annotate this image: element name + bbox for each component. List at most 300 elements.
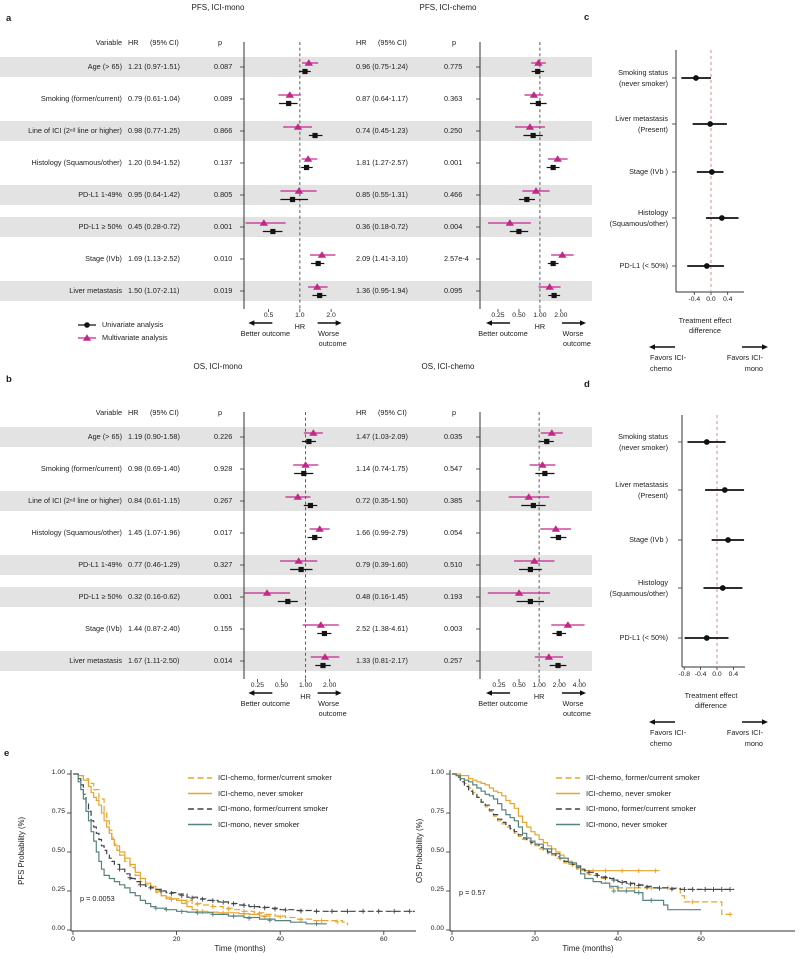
censor-tick [262, 905, 267, 910]
univariate-marker [316, 261, 321, 266]
x-axis-label: HR [534, 322, 546, 331]
censor-tick [703, 887, 708, 892]
row-variable: PD-L1 1-49% [78, 560, 122, 569]
row-p-value: 2.57e-4 [444, 254, 469, 263]
censor-tick [200, 897, 205, 902]
univariate-marker [308, 503, 313, 508]
y-axis-tick-label: 0.00 [430, 925, 444, 932]
favors-left-label: chemo [650, 739, 672, 748]
y-axis-tick-label: 0.25 [51, 886, 65, 893]
univariate-marker [301, 471, 306, 476]
censor-tick [632, 885, 637, 890]
row-variable: Liver metastasis [615, 113, 668, 123]
censor-tick [247, 916, 252, 921]
row-variable: Stage (IVb) [85, 624, 122, 633]
y-axis-tick-label: 0.00 [51, 925, 65, 932]
univariate-marker [322, 631, 327, 636]
km-legend-label: ICI-mono, never smoker [586, 819, 668, 829]
diff-point-marker [704, 263, 710, 269]
row-variable: Histology (Squamous/other) [31, 158, 122, 167]
row-p-value: 0.267 [214, 496, 233, 505]
censor-tick [252, 904, 257, 909]
worse-outcome-label: Worse [562, 699, 584, 708]
row-variable: PD-L1 1-49% [78, 190, 122, 199]
univariate-marker [270, 229, 275, 234]
column-header-p: p [452, 38, 457, 47]
column-header-hr: HR [356, 38, 367, 47]
censor-tick [728, 887, 733, 892]
x-axis-label: Time (months) [562, 944, 614, 953]
row-hr-ci: 1.20 (0.94-1.52) [128, 158, 180, 167]
row-hr-ci: 0.87 (0.64-1.17) [356, 94, 408, 103]
column-header-hr: HR [128, 38, 139, 47]
row-variable: Smoking status [618, 431, 668, 441]
better-outcome-label: Better outcome [240, 329, 291, 338]
row-hr-ci: 1.19 (0.90-1.58) [128, 432, 180, 441]
row-p-value: 0.035 [444, 432, 463, 441]
univariate-marker [524, 197, 529, 202]
row-variable: (never smoker) [618, 442, 668, 452]
censor-tick [231, 901, 236, 906]
row-variable: Histology (Squamous/other) [31, 528, 122, 537]
favors-left-label: Favors ICI- [650, 728, 687, 737]
x-axis-tick-label: 0.4 [728, 671, 739, 678]
univariate-marker [302, 69, 307, 74]
legend-univariate-label: Univariate analysis [102, 320, 164, 329]
censor-tick [636, 868, 641, 873]
x-axis-tick-label: 0 [450, 936, 454, 943]
censor-tick [376, 909, 381, 914]
row-variable: PD-L1 (< 50%) [619, 261, 668, 270]
row-variable: Stage (IVb ) [629, 167, 668, 176]
y-axis-label: PFS Probability (%) [17, 816, 27, 885]
x-axis-label: difference [689, 326, 721, 335]
y-axis-label: OS Probability (%) [415, 818, 425, 883]
row-hr-ci: 0.96 (0.75-1.24) [356, 62, 408, 71]
univariate-marker [528, 599, 533, 604]
univariate-marker [317, 293, 322, 298]
row-p-value: 0.547 [444, 464, 463, 473]
censor-tick [210, 904, 215, 909]
row-hr-ci: 0.48 (0.16-1.45) [356, 592, 408, 601]
diff-point-marker [725, 537, 731, 543]
censor-tick [620, 880, 625, 885]
x-axis-tick-label: 0.25 [250, 682, 264, 689]
row-hr-ci: 1.69 (1.13-2.52) [128, 254, 180, 263]
row-p-value: 0.095 [444, 286, 463, 295]
row-p-value: 0.001 [444, 158, 463, 167]
p-value-text: p = 0.57 [459, 888, 486, 897]
column-header-variable: Variable [95, 408, 122, 417]
x-axis-label: Time (months) [214, 944, 266, 953]
column-header-ci: (95% CI) [378, 38, 407, 47]
favors-left-label: Favors ICI- [650, 353, 687, 362]
censor-tick [169, 897, 174, 902]
censor-tick [649, 898, 654, 903]
censor-tick [711, 887, 716, 892]
x-axis-tick-label: 1.0 [295, 312, 305, 319]
x-axis-tick-label: 2.00 [554, 312, 568, 319]
y-axis-tick-label: 0.75 [51, 808, 65, 815]
x-axis-tick-label: 0.4 [722, 296, 733, 303]
diff-point-marker [693, 75, 699, 81]
km-legend-label: ICI-chemo, never smoker [218, 788, 304, 798]
x-axis-label: HR [533, 692, 545, 701]
worse-outcome-label: outcome [318, 709, 347, 718]
censor-tick [603, 868, 608, 873]
x-axis-label: HR [300, 692, 311, 701]
censor-tick [278, 914, 283, 919]
diff-point-marker [704, 635, 710, 641]
censor-tick [169, 891, 174, 896]
row-p-value: 0.466 [444, 190, 463, 199]
censor-tick [242, 903, 247, 908]
row-p-value: 0.805 [214, 190, 233, 199]
row-variable: Histology [637, 207, 668, 217]
censor-tick [719, 887, 724, 892]
column-header-hr: HR [128, 408, 139, 417]
row-p-value: 0.193 [444, 592, 463, 601]
row-hr-ci: 1.67 (1.11-2.50) [128, 656, 180, 665]
diff-point-marker [704, 439, 710, 445]
x-axis-tick-label: 60 [697, 936, 705, 943]
y-axis-tick-label: 0.25 [430, 886, 444, 893]
censor-tick [299, 917, 304, 922]
legend-uni-marker [84, 322, 90, 328]
row-p-value: 0.019 [214, 286, 233, 295]
row-p-value: 0.137 [214, 158, 233, 167]
row-variable: (Squamous/other) [609, 218, 668, 228]
row-hr-ci: 2.52 (1.38-4.61) [356, 624, 408, 633]
row-variable: Stage (IVb) [85, 254, 122, 263]
plot-title: PFS, ICI-chemo [419, 3, 477, 12]
column-header-hr: HR [356, 408, 367, 417]
x-axis-tick-label: 0.25 [491, 312, 505, 319]
x-axis-tick-label: 1.00 [533, 312, 547, 319]
censor-tick [190, 896, 195, 901]
row-p-value: 0.866 [214, 126, 233, 135]
row-p-value: 0.004 [444, 222, 463, 231]
favors-right-label: mono [744, 364, 763, 373]
row-hr-ci: 1.47 (1.03-2.09) [356, 432, 408, 441]
row-p-value: 0.014 [214, 656, 233, 665]
x-axis-tick-label: 0.0 [712, 671, 722, 678]
row-variable: Stage (IVb ) [629, 535, 668, 544]
univariate-marker [285, 599, 290, 604]
column-header-variable: Variable [95, 38, 122, 47]
censor-tick [195, 902, 200, 907]
censor-tick [620, 868, 625, 873]
km-legend-label: ICI-mono, never smoker [218, 819, 300, 829]
x-axis-tick-label: 2.0 [326, 312, 336, 319]
panel-label-d: d [584, 379, 590, 390]
x-axis-tick-label: 0.0 [706, 296, 716, 303]
x-axis-tick-label: -0.4 [688, 296, 701, 303]
row-variable: Smoking status [618, 67, 668, 77]
censor-tick [682, 887, 687, 892]
censor-tick [273, 907, 278, 912]
row-p-value: 0.001 [214, 222, 233, 231]
censor-tick [636, 890, 641, 895]
better-outcome-label: Better outcome [478, 329, 528, 338]
censor-tick [628, 882, 633, 887]
row-hr-ci: 1.50 (1.07-2.11) [128, 286, 180, 295]
column-header-p: p [452, 408, 457, 417]
worse-outcome-label: outcome [562, 709, 591, 718]
row-hr-ci: 1.44 (0.87-2.40) [128, 624, 180, 633]
row-p-value: 0.017 [214, 528, 233, 537]
diff-point-marker [709, 169, 715, 175]
censor-tick [645, 885, 650, 890]
x-axis-tick-label: 2.00 [552, 682, 566, 689]
diff-point-marker [719, 215, 725, 221]
row-variable: PD-L1 ≥ 50% [78, 222, 122, 231]
censor-tick [179, 909, 184, 914]
censor-tick [611, 889, 616, 894]
row-variable: Liver metastasis [69, 286, 122, 295]
x-axis-tick-label: -0.8 [678, 671, 691, 678]
x-axis-tick-label: 40 [614, 936, 622, 943]
censor-tick [603, 875, 608, 880]
censor-tick [657, 886, 662, 891]
row-hr-ci: 1.21 (0.97-1.51) [128, 62, 180, 71]
favors-right-label: Favors ICI- [726, 353, 763, 362]
x-axis-tick-label: 0.5 [263, 312, 274, 319]
y-axis-tick-label: 0.50 [430, 847, 444, 854]
row-hr-ci: 0.85 (0.55-1.31) [356, 190, 408, 199]
censor-tick [636, 883, 641, 888]
row-variable: Smoking (former/current) [40, 464, 122, 473]
y-axis-tick-label: 1.00 [51, 769, 65, 776]
row-p-value: 0.054 [444, 528, 463, 537]
univariate-marker [299, 567, 304, 572]
row-p-value: 0.087 [214, 62, 233, 71]
column-header-ci: (95% CI) [150, 408, 179, 417]
row-hr-ci: 0.77 (0.46-1.29) [128, 560, 180, 569]
km-legend-label: ICI-chemo, former/current smoker [218, 773, 332, 782]
row-hr-ci: 0.36 (0.18-0.72) [356, 222, 408, 231]
y-axis-tick-label: 0.75 [430, 808, 444, 815]
row-variable: (Present) [637, 490, 668, 500]
univariate-marker [531, 503, 536, 508]
row-hr-ci: 1.36 (0.95-1.94) [356, 286, 408, 295]
x-axis-tick-label: 40 [276, 936, 284, 943]
row-variable: Age (> 65) [87, 62, 122, 71]
censor-tick [231, 914, 236, 919]
censor-tick [728, 912, 733, 917]
censor-tick [117, 867, 122, 872]
x-axis-tick-label: 0.25 [492, 682, 506, 689]
x-axis-tick-label: 4.00 [572, 682, 586, 689]
univariate-marker [320, 663, 325, 668]
row-hr-ci: 1.66 (0.99-2.79) [356, 528, 408, 537]
censor-tick [624, 889, 629, 894]
worse-outcome-label: Worse [318, 329, 340, 338]
y-axis-tick-label: 1.00 [430, 769, 444, 776]
row-variable: Liver metastasis [615, 479, 668, 489]
column-header-ci: (95% CI) [150, 38, 179, 47]
row-p-value: 0.928 [214, 464, 233, 473]
censor-tick [690, 900, 695, 905]
km-legend-label: ICI-chemo, former/current smoker [586, 773, 700, 782]
univariate-marker [555, 663, 560, 668]
row-hr-ci: 1.81 (1.27-2.57) [356, 158, 408, 167]
censor-tick [407, 909, 412, 914]
y-axis-tick-label: 0.50 [51, 847, 65, 854]
censor-tick [345, 909, 350, 914]
x-axis-tick-label: 0.50 [512, 682, 526, 689]
row-variable: Line of ICI (2ⁿᵈ line or higher) [28, 126, 122, 135]
row-hr-ci: 1.33 (0.81-2.17) [356, 656, 408, 665]
row-p-value: 0.155 [214, 624, 233, 633]
x-axis-label: Treatment effect [678, 316, 732, 325]
favors-right-label: Favors ICI- [726, 728, 763, 737]
worse-outcome-label: Worse [318, 699, 340, 708]
row-hr-ci: 0.98 (0.69-1.40) [128, 464, 180, 473]
x-axis-label: Treatment effect [684, 691, 738, 700]
row-p-value: 0.363 [444, 94, 463, 103]
row-p-value: 0.385 [444, 496, 463, 505]
row-variable: (never smoker) [618, 78, 668, 88]
km-legend-label: ICI-mono, former/current smoker [218, 804, 329, 813]
univariate-marker [542, 471, 547, 476]
univariate-marker [306, 439, 311, 444]
row-hr-ci: 0.72 (0.35-1.50) [356, 496, 408, 505]
diff-point-marker [707, 121, 713, 127]
x-axis-label: difference [695, 701, 727, 710]
censor-tick [221, 900, 226, 905]
censor-tick [210, 898, 215, 903]
univariate-marker [312, 535, 317, 540]
censor-tick [226, 907, 231, 912]
row-variable: PD-L1 ≥ 50% [78, 592, 122, 601]
favors-right-arrow-head [762, 719, 768, 724]
censor-tick [361, 909, 366, 914]
x-axis-tick-label: 0 [71, 936, 75, 943]
km-legend-label: ICI-chemo, never smoker [586, 788, 672, 798]
x-axis-tick-label: -0.4 [694, 671, 707, 678]
row-variable: Smoking (former/current) [40, 94, 122, 103]
univariate-marker [290, 197, 295, 202]
row-p-value: 0.226 [214, 432, 233, 441]
univariate-marker [304, 165, 309, 170]
row-p-value: 0.257 [444, 656, 463, 665]
univariate-marker [528, 567, 533, 572]
favors-left-arrow-head [649, 719, 655, 724]
plot-title: OS, ICI-chemo [421, 362, 475, 371]
censor-tick [262, 914, 267, 919]
univariate-marker [516, 229, 521, 234]
censor-tick [319, 918, 324, 923]
censor-tick [283, 908, 288, 913]
row-hr-ci: 0.84 (0.61-1.15) [128, 496, 180, 505]
row-variable: PD-L1 (< 50%) [619, 633, 668, 642]
x-axis-tick-label: 1.00 [532, 682, 546, 689]
row-hr-ci: 1.45 (1.07-1.96) [128, 528, 180, 537]
row-p-value: 0.250 [444, 126, 463, 135]
panel-label-b: b [6, 374, 12, 385]
row-p-value: 0.089 [214, 94, 233, 103]
row-p-value: 0.327 [214, 560, 233, 569]
row-p-value: 0.510 [444, 560, 463, 569]
favors-left-label: chemo [650, 364, 672, 373]
x-axis-tick-label: 60 [380, 936, 388, 943]
worse-outcome-label: outcome [318, 339, 347, 348]
row-hr-ci: 0.79 (0.61-1.04) [128, 94, 180, 103]
row-hr-ci: 0.32 (0.16-0.62) [128, 592, 180, 601]
row-hr-ci: 0.74 (0.45-1.23) [356, 126, 408, 135]
diff-point-marker [720, 585, 726, 591]
column-header-p: p [218, 408, 223, 417]
row-variable: Histology [637, 577, 668, 587]
x-axis-tick-label: 1.00 [298, 682, 313, 689]
x-axis-label: HR [294, 322, 306, 331]
km-legend-label: ICI-mono, former/current smoker [586, 804, 697, 813]
row-hr-ci: 0.95 (0.64-1.42) [128, 190, 180, 199]
censor-tick [330, 909, 335, 914]
row-p-value: 0.010 [214, 254, 233, 263]
row-variable: (Present) [637, 124, 668, 134]
univariate-marker [552, 293, 557, 298]
diff-point-marker [722, 487, 728, 493]
row-hr-ci: 0.98 (0.77-1.25) [128, 126, 180, 135]
row-p-value: 0.003 [444, 624, 463, 633]
row-hr-ci: 0.45 (0.28-0.72) [128, 222, 180, 231]
univariate-marker [531, 133, 536, 138]
plot-title: PFS, ICI-mono [191, 3, 245, 12]
favors-right-label: mono [744, 739, 763, 748]
univariate-marker [312, 133, 317, 138]
row-hr-ci: 2.09 (1.41-3.10) [356, 254, 408, 263]
x-axis-tick-label: 2.00 [323, 682, 337, 689]
worse-outcome-label: outcome [562, 339, 591, 348]
univariate-marker [286, 101, 291, 106]
row-p-value: 0.775 [444, 62, 463, 71]
x-axis-tick-label: 20 [172, 936, 181, 943]
row-variable: Line of ICI (2ⁿᵈ line or higher) [28, 496, 122, 505]
row-variable: Age (> 65) [87, 432, 122, 441]
censor-tick [299, 909, 304, 914]
x-axis-tick-label: 0.50 [512, 312, 526, 319]
row-variable: Liver metastasis [69, 656, 122, 665]
column-header-ci: (95% CI) [378, 408, 407, 417]
column-header-p: p [218, 38, 223, 47]
x-axis-tick-label: 20 [531, 936, 539, 943]
better-outcome-label: Better outcome [240, 699, 291, 708]
plot-title: OS, ICI-mono [193, 362, 243, 371]
univariate-marker [536, 101, 541, 106]
panel-label-c: c [584, 12, 590, 23]
legend-multivariate-label: Multivariate analysis [102, 333, 168, 342]
censor-tick [128, 875, 133, 880]
panel-label-e: e [4, 748, 10, 759]
censor-tick [314, 909, 319, 914]
worse-outcome-label: Worse [562, 329, 584, 338]
row-p-value: 0.001 [214, 592, 233, 601]
row-variable: (Squamous/other) [609, 588, 668, 598]
censor-tick [138, 882, 143, 887]
panel-label-a: a [6, 13, 12, 24]
favors-right-arrow-head [762, 344, 768, 349]
censor-tick [653, 868, 658, 873]
row-hr-ci: 1.14 (0.74-1.75) [356, 464, 408, 473]
row-hr-ci: 0.79 (0.39-1.60) [356, 560, 408, 569]
censor-tick [392, 909, 397, 914]
x-axis-tick-label: 0.50 [274, 682, 289, 689]
censor-tick [690, 887, 695, 892]
better-outcome-label: Better outcome [478, 699, 528, 708]
p-value-text: p = 0.0053 [80, 894, 115, 903]
